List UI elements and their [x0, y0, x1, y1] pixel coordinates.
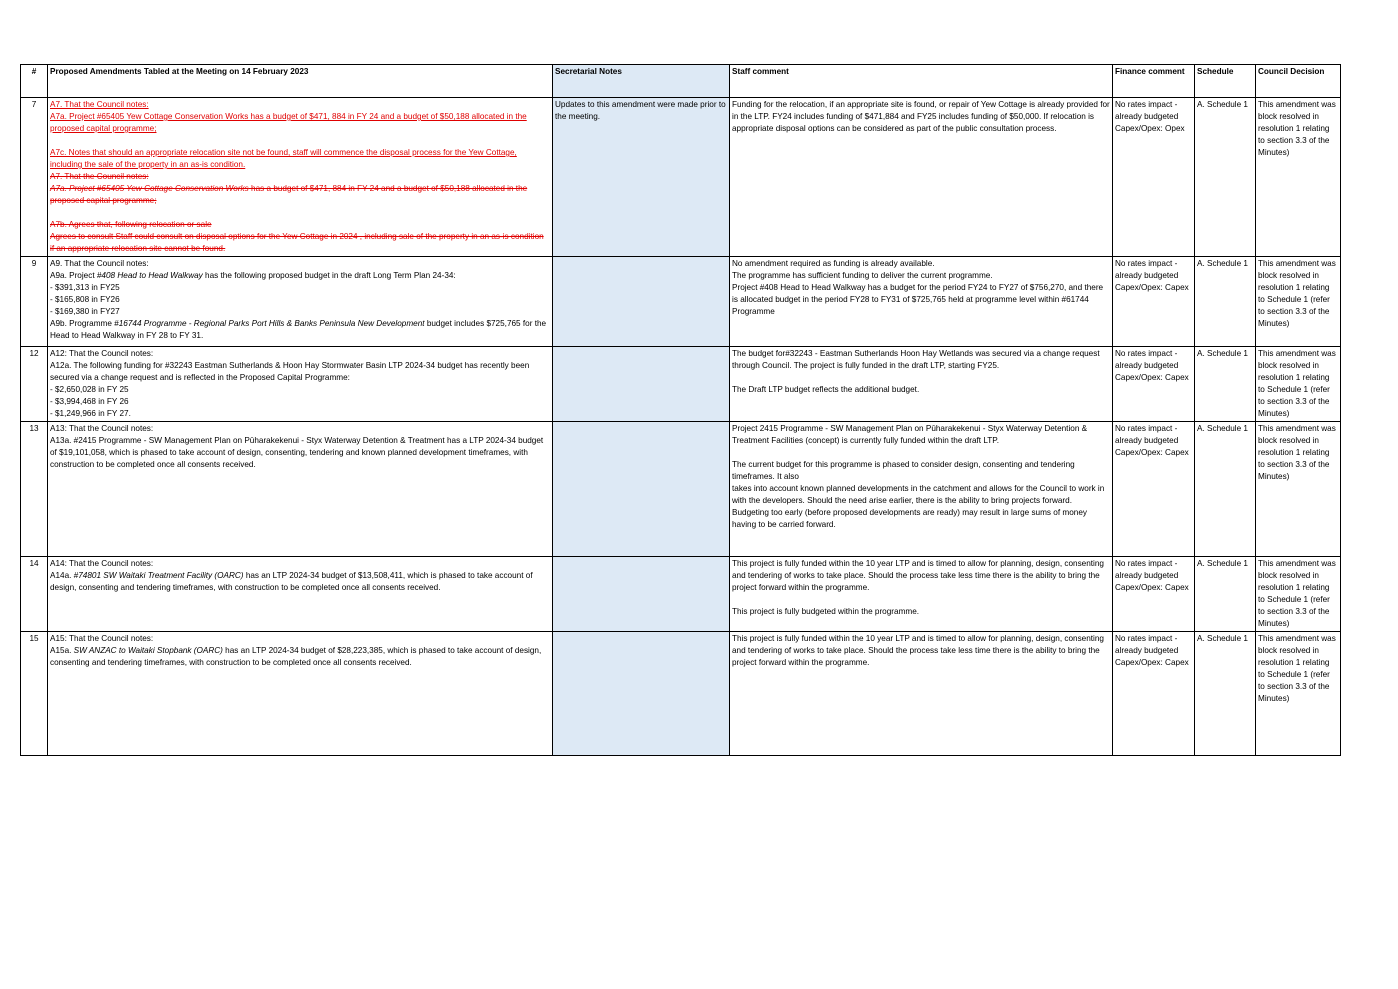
staff-paragraph: Project 2415 Programme - SW Management Plan on Pūharakekenui - Styx Waterway Detention & Treatment Facilities (concept) is currently fully funded within the draft LTP.	[732, 424, 1088, 445]
amendment-line: A9. That the Council notes:	[50, 259, 149, 268]
header-decision: Council Decision	[1256, 65, 1341, 98]
staff-cell	[730, 632, 1113, 756]
finance-cell: No rates impact - already budgeted Capex/Opex: Capex	[1113, 632, 1195, 756]
row-num: 9	[21, 257, 48, 347]
proposed-cell	[48, 557, 553, 632]
amendment-line	[50, 318, 550, 342]
amendment-text: A15a.	[50, 646, 74, 655]
staff-paragraph: The current budget for this programme is phased to consider design, consenting and tendering timeframes. It also	[732, 460, 1075, 481]
amendments-table	[20, 64, 1341, 756]
header-num: #	[21, 65, 48, 98]
finance-cell: No rates impact - already budgeted Capex/Opex: Capex	[1113, 347, 1195, 422]
table-row	[21, 632, 1341, 756]
amendment-line: - $1,249,966 in FY 27.	[50, 409, 131, 418]
amendment-text: budget includes $725,765 for the Head to Head Walkway in FY 28 to FY 31.	[50, 319, 547, 340]
project-name: SW ANZAC to Waitaki Stopbank (OARC)	[73, 646, 223, 655]
row-num: 7	[21, 98, 48, 257]
row-num: 12	[21, 347, 48, 422]
schedule-cell: A. Schedule 1	[1195, 557, 1256, 632]
staff-paragraph: Project #408 Head to Head Walkway has a budget for the period FY24 to FY27 of $756,270, and there is allocated budget in the period FY28 to FY31 of $725,765 held at programme level within #61744 Programme	[732, 283, 1104, 316]
struck-text: has a budget of $471, 884 in FY 24 and a budget of $50,188 allocated in the proposed capital programme;	[50, 184, 528, 205]
proposed-cell	[48, 98, 553, 257]
staff-cell	[730, 347, 1113, 422]
struck-line: Agrees to consult Staff could consult on disposal options for the Yew Cottage in 2024 , including sale of the property in an as-is condition if an appropriate relocation site cannot be found.	[50, 232, 544, 253]
secretarial-cell	[553, 347, 730, 422]
finance-cell: No rates impact - already budgeted Capex/Opex: Opex	[1113, 98, 1195, 257]
finance-cell: No rates impact - already budgeted Capex/Opex: Capex	[1113, 557, 1195, 632]
header-secretarial: Secretarial Notes	[553, 65, 730, 98]
amendment-line: A7c. Notes that should an appropriate relocation site not be found, staff will commence the disposal process for the Yew Cottage, including the sale of the property in an as-is condition.	[50, 148, 517, 169]
staff-paragraph: The budget for#32243 - Eastman Sutherlands Hoon Hay Wetlands was secured via a change request through Council. The project is fully funded in the draft LTP, starting FY25.	[732, 349, 1100, 370]
amendments-sheet	[20, 64, 1340, 756]
amendment-line: A13: That the Council notes:	[50, 424, 154, 433]
header-row	[21, 65, 1341, 98]
finance-cell: No rates impact - already budgeted Capex/Opex: Capex	[1113, 422, 1195, 557]
decision-cell: This amendment was block resolved in resolution 1 relating to section 3.3 of the Minutes)	[1256, 422, 1341, 557]
amendment-line: A12a. The following funding for #32243 Eastman Sutherlands & Hoon Hay Stormwater Basin LTP 2024-34 budget has recently been secured via a change request and is reflected in the Proposed Capital Programme:	[50, 361, 530, 382]
staff-paragraph: This project is fully funded within the 10 year LTP and is timed to allow for planning, design, consenting and tendering of works to take place. Should the process take less time there is the ability to bring the project forward within the programme.	[732, 559, 1104, 592]
secretarial-cell	[553, 632, 730, 756]
staff-paragraph: takes into account known planned developments in the catchment and allows for the Council to work in with the developers. Should the need arise earlier, there is the ability to bring projects forward. Budgeting too early (before proposed developments are ready) may result in large sums of money having to be carried forward.	[732, 484, 1105, 529]
amendment-line	[50, 270, 550, 282]
decision-cell: This amendment was block resolved in resolution 1 relating to Schedule 1 (refer to section 3.3 of the Minutes)	[1256, 347, 1341, 422]
schedule-cell: A. Schedule 1	[1195, 98, 1256, 257]
header-schedule: Schedule	[1195, 65, 1256, 98]
table-row	[21, 257, 1341, 347]
proposed-cell	[48, 422, 553, 557]
schedule-cell: A. Schedule 1	[1195, 632, 1256, 756]
staff-cell	[730, 422, 1113, 557]
schedule-cell: A. Schedule 1	[1195, 422, 1256, 557]
finance-cell: No rates impact - already budgeted Capex/Opex: Capex	[1113, 257, 1195, 347]
project-name: #408 Head to Head Walkway	[96, 271, 203, 280]
amendment-line	[50, 645, 550, 669]
amendment-line: - $169,380 in FY27	[50, 307, 120, 316]
programme-name: #16744 Programme - Regional Parks Port Hills & Banks Peninsula New Development	[114, 319, 425, 328]
struck-line: A7b. Agrees that, following relocation or sale	[50, 220, 212, 229]
proposed-cell	[48, 347, 553, 422]
struck-project-name: A7a. Project #65405 Yew Cottage Conservation Works	[50, 184, 249, 193]
secretarial-cell	[553, 557, 730, 632]
staff-paragraph: The Draft LTP budget reflects the additional budget.	[732, 385, 920, 394]
amendment-line: A7. That the Council notes:	[50, 100, 149, 109]
header-proposed: Proposed Amendments Tabled at the Meeting on 14 February 2023	[48, 65, 553, 98]
staff-paragraph: Funding for the relocation, if an appropriate site is found, or repair of Yew Cottage is already provided for in the LTP. FY24 includes funding of $471,884 and FY25 includes funding of $50,000. If relocation is appropriate disposal options can be considered as part of the public consultation process.	[732, 100, 1110, 133]
struck-line: A7. That the Council notes:	[50, 172, 149, 181]
amendment-text: A14a.	[50, 571, 74, 580]
table-row	[21, 557, 1341, 632]
amendment-line: A14: That the Council notes:	[50, 559, 154, 568]
project-name: #74801 SW Waitaki Treatment Facility (OARC)	[73, 571, 244, 580]
staff-paragraph: This project is fully budgeted within the programme.	[732, 607, 920, 616]
amendment-text: has the following proposed budget in the draft Long Term Plan 24-34:	[202, 271, 456, 280]
decision-cell: This amendment was block resolved in resolution 1 relating to Schedule 1 (refer to section 3.3 of the Minutes)	[1256, 257, 1341, 347]
row-num: 13	[21, 422, 48, 557]
staff-paragraph: This project is fully funded within the 10 year LTP and is timed to allow for planning, design, consenting and tendering of works to take place. Should the process take less time there is the ability to bring the project forward within the programme.	[732, 634, 1104, 667]
amendment-line: - $2,650,028 in FY 25	[50, 385, 129, 394]
row-num: 15	[21, 632, 48, 756]
amendment-line: A15: That the Council notes:	[50, 634, 154, 643]
staff-cell	[730, 98, 1113, 257]
amendment-text: has an LTP 2024-34 budget of $13,508,411, which is phased to take account of design, consenting and tendering timeframes, with construction to be completed once all consents received.	[50, 571, 533, 592]
table-row	[21, 422, 1341, 557]
staff-paragraph: No amendment required as funding is already available.	[732, 259, 935, 268]
amendment-line	[50, 570, 550, 594]
proposed-cell	[48, 632, 553, 756]
secretarial-cell	[553, 422, 730, 557]
decision-cell: This amendment was block resolved in resolution 1 relating to Schedule 1 (refer to section 3.3 of the Minutes)	[1256, 632, 1341, 756]
proposed-cell	[48, 257, 553, 347]
secretarial-cell: Updates to this amendment were made prior to the meeting.	[553, 98, 730, 257]
amendment-line: A7a. Project #65405 Yew Cottage Conservation Works has a budget of $471, 884 in FY 24 and a budget of $50,188 allocated in the proposed capital programme;	[50, 112, 527, 133]
row-num: 14	[21, 557, 48, 632]
staff-cell	[730, 557, 1113, 632]
staff-paragraph: The programme has sufficient funding to deliver the current programme.	[732, 271, 993, 280]
decision-cell: This amendment was block resolved in resolution 1 relating to Schedule 1 (refer to section 3.3 of the Minutes)	[1256, 557, 1341, 632]
amendment-line: - $391,313 in FY25	[50, 283, 120, 292]
header-finance: Finance comment	[1113, 65, 1195, 98]
struck-line	[50, 183, 550, 207]
amendment-line: - $165,808 in FY26	[50, 295, 120, 304]
amendment-line: - $3,994,468 in FY 26	[50, 397, 129, 406]
decision-cell: This amendment was block resolved in resolution 1 relating to section 3.3 of the Minutes)	[1256, 98, 1341, 257]
table-row	[21, 347, 1341, 422]
amendment-text: A9a. Project	[50, 271, 97, 280]
schedule-cell: A. Schedule 1	[1195, 347, 1256, 422]
amendment-text: A9b. Programme	[50, 319, 115, 328]
amendment-text: has an LTP 2024-34 budget of $28,223,385, which is phased to take account of design, consenting and tendering timeframes, with construction to be completed once all consents received.	[50, 646, 542, 667]
table-row	[21, 98, 1341, 257]
header-staff: Staff comment	[730, 65, 1113, 98]
amendment-line: A13a. #2415 Programme - SW Management Plan on Pūharakekenui - Styx Waterway Detention & Treatment has a LTP 2024-34 budget of $19,101,058, which is phased to take account of design, consenting, tendering and known planned development timeframes, with construction to be completed once all consents received.	[50, 436, 544, 469]
secretarial-cell	[553, 257, 730, 347]
schedule-cell: A. Schedule 1	[1195, 257, 1256, 347]
amendment-line: A12: That the Council notes:	[50, 349, 154, 358]
staff-cell	[730, 257, 1113, 347]
